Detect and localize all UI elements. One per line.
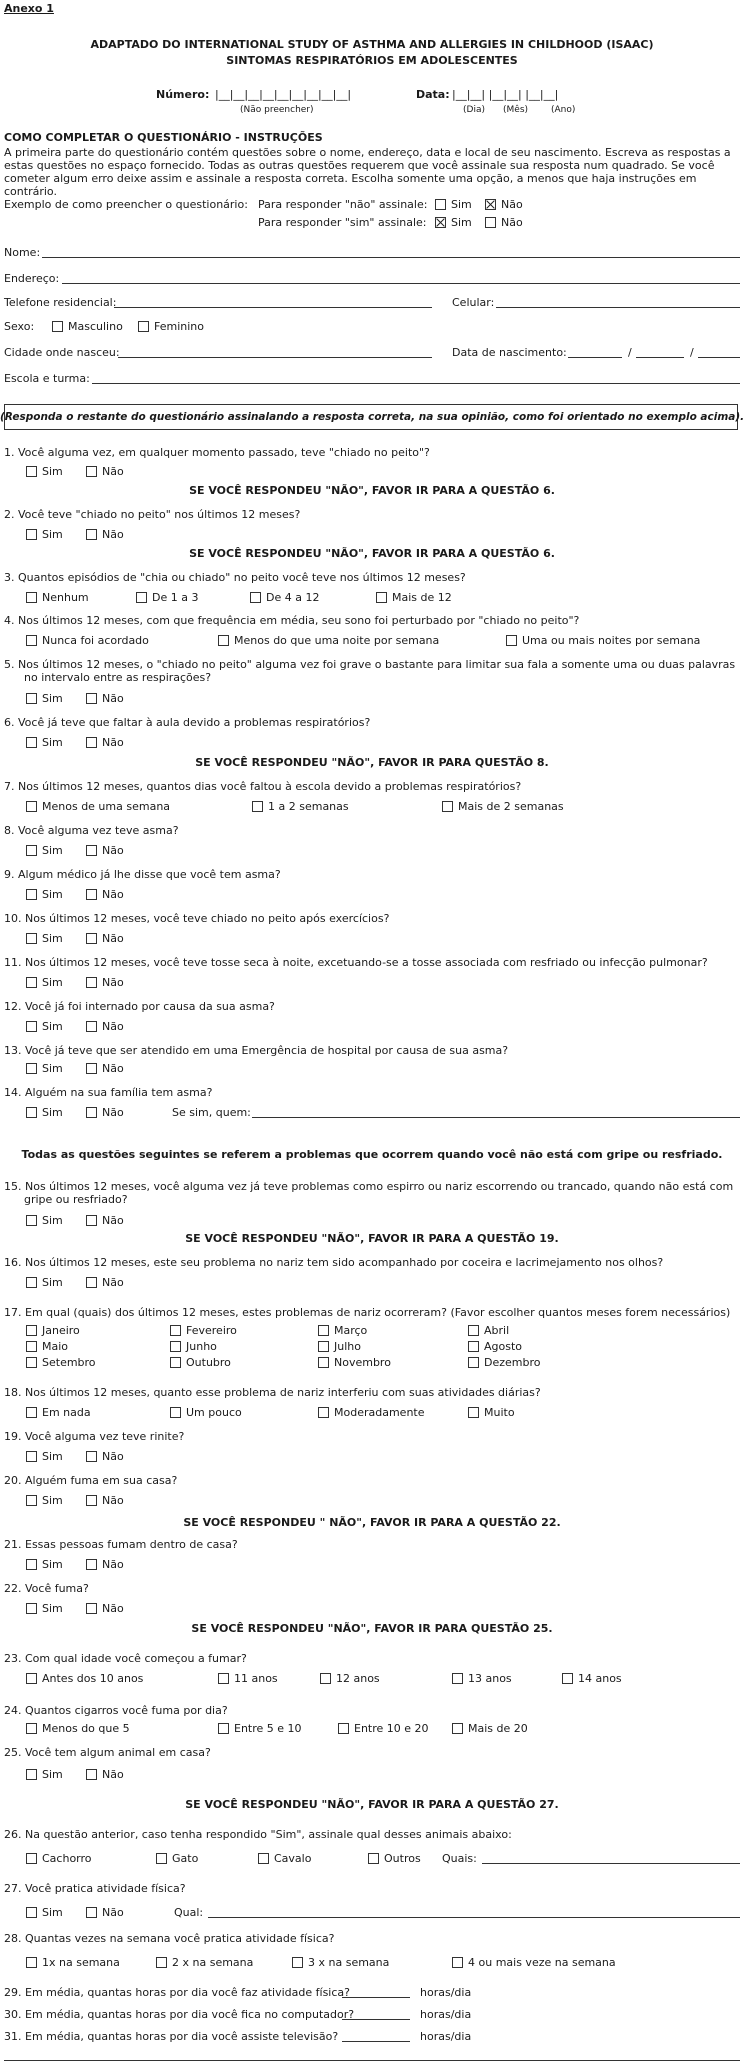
q10-sim[interactable]: Sim <box>26 932 63 945</box>
question-1: 1. Você alguma vez, em qualquer momento passado, teve "chiado no peito"? <box>4 446 430 459</box>
checkbox[interactable] <box>86 1769 97 1780</box>
q18-option[interactable]: Moderadamente <box>318 1406 425 1419</box>
month-option[interactable]: Maio <box>26 1340 68 1353</box>
escola-field[interactable] <box>92 383 740 384</box>
data-label: Data: <box>416 88 450 101</box>
q15-nao[interactable]: Não <box>86 1214 124 1227</box>
checkbox[interactable] <box>218 1723 229 1734</box>
checkbox[interactable] <box>86 466 97 477</box>
checkbox[interactable] <box>468 1357 479 1368</box>
q30-field[interactable] <box>342 2019 410 2020</box>
checkbox[interactable] <box>86 1277 97 1288</box>
q13-nao[interactable]: Não <box>86 1062 124 1075</box>
question-5: 5. Nos últimos 12 meses, o "chiado no peito" alguma vez foi grave o bastante para limitar sua fala a somente uma ou duas palavras no intervalo entre as respirações? <box>4 658 736 684</box>
endereco-label: Endereço: <box>4 272 60 285</box>
checkbox[interactable] <box>26 592 37 603</box>
q23-option[interactable]: 12 anos <box>320 1672 380 1685</box>
q21-nao[interactable]: Não <box>86 1558 124 1571</box>
checkbox[interactable] <box>156 1853 167 1864</box>
question-18: 18. Nos últimos 12 meses, quanto esse problema de nariz interferiu com suas atividades diárias? <box>4 1386 541 1399</box>
checkbox[interactable] <box>170 1325 181 1336</box>
checkbox[interactable] <box>26 845 37 856</box>
example-nao-label: Para responder "não" assinale: <box>258 198 428 211</box>
checkbox[interactable] <box>86 845 97 856</box>
question-17: 17. Em qual (quais) dos últimos 12 meses, estes problemas de nariz ocorreram? (Favor escolher quantos meses forem necessários) <box>4 1306 731 1319</box>
question-15: 15. Nos últimos 12 meses, você alguma vez já teve problemas como espirro ou nariz escorrendo ou trancado, quando não está com gripe ou resfriado? <box>4 1180 734 1206</box>
checkbox[interactable] <box>468 1341 479 1352</box>
checkbox[interactable] <box>136 592 147 603</box>
checkbox[interactable] <box>26 1907 37 1918</box>
q19-sim[interactable]: Sim <box>26 1450 63 1463</box>
checkbox[interactable] <box>26 1957 37 1968</box>
checkbox[interactable] <box>86 933 97 944</box>
q5-sim[interactable]: Sim <box>26 692 63 705</box>
skip-instruction: SE VOCÊ RESPONDEU "NÃO", FAVOR IR PARA QUESTÃO 8. <box>195 756 549 769</box>
endereco-field[interactable] <box>62 283 740 284</box>
checkbox[interactable] <box>86 1907 97 1918</box>
checkbox[interactable] <box>258 1853 269 1864</box>
question-11: 11. Nos últimos 12 meses, você teve tosse seca à noite, excetuando-se a tosse associada com resfriado ou infecção pulmonar? <box>4 956 708 969</box>
q31-unit: horas/dia <box>420 2030 472 2043</box>
checkbox[interactable] <box>170 1357 181 1368</box>
q27-nao[interactable]: Não <box>86 1906 124 1919</box>
month-option[interactable]: Novembro <box>318 1356 391 1369</box>
q24-option[interactable]: Entre 10 e 20 <box>338 1722 429 1735</box>
checkbox[interactable] <box>250 592 261 603</box>
mes-label: (Mês) <box>503 105 529 115</box>
instructions-title: COMO COMPLETAR O QUESTIONÁRIO - INSTRUÇÕES <box>4 131 323 144</box>
skip-instruction: SE VOCÊ RESPONDEU "NÃO", FAVOR IR PARA A QUESTÃO 6. <box>189 547 555 560</box>
q7-option[interactable]: Menos de uma semana <box>26 800 170 813</box>
questionnaire-page: Anexo 1 ADAPTADO DO INTERNATIONAL STUDY OF ASTHMA AND ALLERGIES IN CHILDHOOD (ISAAC) SINTOMAS RESPIRATÓRIOS EM ADOLESCENTES Número: |__|__|__|__|__|__|__|__|__| (Não preencher) Data: |__|__| |__|__| |__|__| (Dia) (Mês) (Ano) COMO COMPLETAR O QUESTIONÁRIO - INSTRUÇÕES A primeira parte do questionário contém questões sobre o nome, endereço, data e local de seu nascimento. Escreva as respostas a estas questões no espaço fornecido. Todas as outras questões requerem que você assinale sua resposta num quadrado. Se você cometer algum erro deixe assim e assinale a resposta correta. Escolha somente uma opção, a menos que haja instruções em contrário. Exemplo de como preencher o questionário: Para responder "não" assinale: Sim Não Para responder "sim" assinale: Sim Não Nome: Endereço: Telefone residencial: Celular: Sexo: Masculino Feminino Cidade onde nasceu: Data de nascimento: / / Escola e turma: (Responda o restante do questionário assinalando a resposta correta, na sua opinião, como foi orientado no exemplo acima). 1. Você alguma vez, em qualquer momento passado, teve "chiado no peito"? Sim Não SE VOCÊ RESPONDEU "NÃO", FAVOR IR PARA A QUESTÃO 6. 2. Você teve "chiado no peito" nos últimos 12 meses? Sim Não SE VOCÊ RESPONDEU "NÃO", FAVOR IR PARA A QUESTÃO 6. 3. Quantos episódios de "chia ou chiado" no peito você teve nos últimos 12 meses? Nenhum De 1 a 3 De 4 a 12 Mais de 12 4. Nos últimos 12 meses, com que frequência em média, seu sono foi perturbado por "chiado no peito"? Nunca foi acordado Menos do que uma noite por semana Uma ou mais noites por semana 5. Nos últimos 12 meses, o "chiado no peito" alguma vez foi grave o bastante para limitar sua fala a somente uma ou duas palavras no intervalo entre as respirações? Sim Não 6. Você já teve que faltar à aula devido a problemas respiratórios? Sim Não SE VOCÊ RESPONDEU "NÃO", FAVOR IR PARA QUESTÃO 8. 7. Nos últimos 12 meses, quantos dias você faltou à escola devido a problemas respiratórios? Menos de uma semana 1 a 2 semanas Mais de 2 semanas 8. Você alguma vez teve asma? Sim Não 9. Algum médico já lhe disse que você tem asma? Sim Não 10. Nos últimos 12 meses, você teve chiado no peito após exercícios? Sim Não 11. Nos últimos 12 meses, você teve tosse seca à noite, excetuando-se a tosse associada com resfriado ou infecção pulmonar? Sim Não 12. Você já foi internado por causa da sua asma? Sim Não 13. Você já teve que ser atendido em uma Emergência de hospital por causa de sua asma? Sim Não 14. Alguém na sua família tem asma? Sim Não Se sim, quem: Todas as questões seguintes se referem a problemas que ocorrem quando você não está com gripe ou resfriado. 15. Nos últimos 12 meses, você alguma vez já teve problemas como espirro ou nariz escorrendo ou trancado, quando não está com gripe ou resfriado? Sim Não SE VOCÊ RESPONDEU "NÃO", FAVOR IR PARA A QUESTÃO 19. 16. Nos últimos 12 meses, este seu problema no nariz tem sido acompanhado por coceira e lacrimejamento nos olhos? Sim Não 17. Em qual (quais) dos últimos 12 meses, estes problemas de nariz ocorreram? (Favor escolher quantos meses forem necessários) Janeiro Fevereiro Março Abril Maio Junho Julho Agosto Setembro Outubro Novembro Dezembro 18. Nos últimos 12 meses, quanto esse problema de nariz interferiu com suas atividades diárias? Em nada Um pouco Moderadamente Muito 19. Você alguma vez teve rinite? Sim Não 20. Alguém fuma em sua casa? Sim Não SE VOCÊ RESPONDEU " NÃO", FAVOR IR PARA A QUESTÃO 22. 21. Essas pessoas fumam dentro de casa? Sim Não 22. Você fuma? Sim Não SE VOCÊ RESPONDEU "NÃO", FAVOR IR PARA QUESTÃO 25. 23. Com qual idade você começou a fumar? Antes dos 10 anos 11 anos 12 anos 13 anos 14 anos 24. Quantos cigarros você fuma por dia? Menos do que 5 Entre 5 e 10 Entre 10 e 20 Mais de 20 25. Você tem algum animal em casa? Sim Não SE VOCÊ RESPONDEU "NÃO", FAVOR IR PARA A QUESTÃO 27. 26. Na questão anterior, caso tenha respondido "Sim", assinale qual desses animais abaixo: Cachorro Gato Cavalo Outros Quais: 27. Você pratica atividade física? Sim Não Qual: 28. Quantas vezes na semana você pratica atividade física? 1x na semana 2 x na semana 3 x na semana 4 ou mais veze na semana 29. Em média, quantas horas por dia você faz atividade física? horas/dia 30. Em média, quantas horas por dia você fica no computador? horas/dia 31. Em média, quantas horas por dia você assiste televisão? horas/dia <box>0 0 744 2067</box>
checkbox[interactable] <box>218 635 229 646</box>
q30-unit: horas/dia <box>420 2008 472 2021</box>
month-option[interactable]: Dezembro <box>468 1356 541 1369</box>
q6-sim[interactable]: Sim <box>26 736 63 749</box>
nascimento-mes-field[interactable] <box>636 357 684 358</box>
checkbox[interactable] <box>506 635 517 646</box>
checkbox[interactable] <box>26 889 37 900</box>
bottom-rule <box>4 2060 740 2061</box>
title-2: SINTOMAS RESPIRATÓRIOS EM ADOLESCENTES <box>226 54 518 67</box>
question-25: 25. Você tem algum animal em casa? <box>4 1746 211 1759</box>
checkbox[interactable] <box>452 1673 463 1684</box>
title-1: ADAPTADO DO INTERNATIONAL STUDY OF ASTHMA AND ALLERGIES IN CHILDHOOD (ISAAC) <box>90 38 654 51</box>
masculino-option[interactable]: Masculino <box>52 320 123 333</box>
q14-sim[interactable]: Sim <box>26 1106 63 1119</box>
month-option[interactable]: Outubro <box>170 1356 231 1369</box>
q2-nao[interactable]: Não <box>86 528 124 541</box>
checkbox[interactable] <box>218 1673 229 1684</box>
q20-sim[interactable]: Sim <box>26 1494 63 1507</box>
q21-sim[interactable]: Sim <box>26 1558 63 1571</box>
checkbox[interactable] <box>368 1853 379 1864</box>
q23-option[interactable]: 13 anos <box>452 1672 512 1685</box>
skip-instruction: SE VOCÊ RESPONDEU "NÃO", FAVOR IR PARA A QUESTÃO 6. <box>189 484 555 497</box>
celular-field[interactable] <box>496 307 740 308</box>
checkbox[interactable] <box>26 1673 37 1684</box>
checkbox[interactable] <box>52 321 63 332</box>
q18-option[interactable]: Um pouco <box>170 1406 242 1419</box>
checkbox[interactable] <box>562 1673 573 1684</box>
checkbox[interactable] <box>156 1957 167 1968</box>
checkbox[interactable] <box>292 1957 303 1968</box>
telefone-field[interactable] <box>114 307 432 308</box>
checkbox <box>435 199 446 210</box>
q22-nao[interactable]: Não <box>86 1602 124 1615</box>
question-12: 12. Você já foi internado por causa da sua asma? <box>4 1000 275 1013</box>
q26-option[interactable]: Outros <box>368 1852 421 1865</box>
cidade-field[interactable] <box>118 357 432 358</box>
question-13: 13. Você já teve que ser atendido em uma Emergência de hospital por causa de sua asma? <box>4 1044 509 1057</box>
checkbox[interactable] <box>26 1723 37 1734</box>
q4-option[interactable]: Nunca foi acordado <box>26 634 149 647</box>
feminino-option[interactable]: Feminino <box>138 320 204 333</box>
q14-who-field[interactable] <box>252 1117 740 1118</box>
instructions-text: A primeira parte do questionário contém questões sobre o nome, endereço, data e local de seu nascimento. Escreva as respostas a estas questões no espaço fornecido. Todas as outras questões requerem que você assinale sua resposta num quadrado. Se você cometer algum erro deixe assim e assinale a resposta correta. Escolha somente uma opção, a menos que haja instruções em contrário. <box>4 146 731 198</box>
example-sim-nao-option: Não <box>485 216 523 229</box>
checkbox[interactable] <box>86 1451 97 1462</box>
checkbox[interactable] <box>86 737 97 748</box>
question-24: 24. Quantos cigarros você fuma por dia? <box>4 1704 228 1717</box>
escola-label: Escola e turma: <box>4 372 90 385</box>
example-nao-nao-option: Não <box>485 198 523 211</box>
q8-sim[interactable]: Sim <box>26 844 63 857</box>
question-21: 21. Essas pessoas fumam dentro de casa? <box>4 1538 238 1551</box>
checkbox[interactable] <box>468 1325 479 1336</box>
nome-label: Nome: <box>4 246 41 259</box>
question-23: 23. Com qual idade você começou a fumar? <box>4 1652 247 1665</box>
checkbox[interactable] <box>452 1723 463 1734</box>
q28-option[interactable]: 3 x na semana <box>292 1956 389 1969</box>
checkbox[interactable] <box>252 801 263 812</box>
checkbox[interactable] <box>86 529 97 540</box>
q10-nao[interactable]: Não <box>86 932 124 945</box>
example-label: Exemplo de como preencher o questionário: <box>4 198 248 211</box>
skip-instruction: SE VOCÊ RESPONDEU " NÃO", FAVOR IR PARA A QUESTÃO 22. <box>183 1516 561 1529</box>
q11-sim[interactable]: Sim <box>26 976 63 989</box>
example-sim-label: Para responder "sim" assinale: <box>258 216 427 229</box>
checkbox[interactable] <box>318 1357 329 1368</box>
checkbox[interactable] <box>86 1107 97 1118</box>
checkbox[interactable] <box>26 1277 37 1288</box>
checkbox[interactable] <box>86 1559 97 1570</box>
q24-option[interactable]: Menos do que 5 <box>26 1722 130 1735</box>
checkbox[interactable] <box>26 1325 37 1336</box>
checkbox[interactable] <box>318 1341 329 1352</box>
dia-label: (Dia) <box>463 105 485 115</box>
note-text: (Responda o restante do questionário assinalando a resposta correta, na sua opinião, como foi orientado no exemplo acima). <box>0 411 744 423</box>
cidade-label: Cidade onde nasceu: <box>4 346 120 359</box>
month-option[interactable]: Fevereiro <box>170 1324 237 1337</box>
data-boxes[interactable]: |__|__| |__|__| |__|__| <box>452 88 559 101</box>
skip-instruction: SE VOCÊ RESPONDEU "NÃO", FAVOR IR PARA QUESTÃO 25. <box>191 1622 553 1635</box>
checkbox[interactable] <box>26 1357 37 1368</box>
q28-option[interactable]: 1x na semana <box>26 1956 120 1969</box>
checkbox[interactable] <box>86 693 97 704</box>
checkbox[interactable] <box>26 1107 37 1118</box>
q12-sim[interactable]: Sim <box>26 1020 63 1033</box>
month-option[interactable]: Setembro <box>26 1356 96 1369</box>
question-20: 20. Alguém fuma em sua casa? <box>4 1474 178 1487</box>
checkbox[interactable] <box>26 737 37 748</box>
q12-nao[interactable]: Não <box>86 1020 124 1033</box>
checkbox[interactable] <box>26 1341 37 1352</box>
question-8: 8. Você alguma vez teve asma? <box>4 824 179 837</box>
month-option[interactable]: Abril <box>468 1324 509 1337</box>
q19-nao[interactable]: Não <box>86 1450 124 1463</box>
nascimento-dia-field[interactable] <box>568 357 622 358</box>
ano-label: (Ano) <box>551 105 576 115</box>
checkbox[interactable] <box>26 1495 37 1506</box>
q20-nao[interactable]: Não <box>86 1494 124 1507</box>
example-sim-sim-option: Sim <box>435 216 472 229</box>
question-30: 30. Em média, quantas horas por dia você fica no computador? <box>4 2008 355 2021</box>
q24-option[interactable]: Entre 5 e 10 <box>218 1722 302 1735</box>
q29-unit: horas/dia <box>420 1986 472 1999</box>
q7-option[interactable]: 1 a 2 semanas <box>252 800 349 813</box>
checkbox[interactable] <box>318 1325 329 1336</box>
q28-option[interactable]: 2 x na semana <box>156 1956 253 1969</box>
month-option[interactable]: Agosto <box>468 1340 522 1353</box>
question-22: 22. Você fuma? <box>4 1582 89 1595</box>
checkbox[interactable] <box>338 1723 349 1734</box>
q3-option[interactable]: De 1 a 3 <box>136 591 198 604</box>
q16-sim[interactable]: Sim <box>26 1276 63 1289</box>
question-16: 16. Nos últimos 12 meses, este seu problema no nariz tem sido acompanhado por coceira e lacrimejamento nos olhos? <box>4 1256 664 1269</box>
example-nao-sim-option: Sim <box>435 198 472 211</box>
checkbox[interactable] <box>86 1021 97 1032</box>
q26-quais-label: Quais: <box>442 1852 477 1865</box>
q23-option[interactable]: 14 anos <box>562 1672 622 1685</box>
checkbox[interactable] <box>170 1341 181 1352</box>
checkbox <box>485 217 496 228</box>
q26-option[interactable]: Cachorro <box>26 1852 92 1865</box>
checked-checkbox <box>485 199 496 210</box>
checkbox[interactable] <box>26 1063 37 1074</box>
checkbox[interactable] <box>26 693 37 704</box>
month-option[interactable]: Junho <box>170 1340 217 1353</box>
checkbox[interactable] <box>26 1853 37 1864</box>
q27-qual-label: Qual: <box>174 1906 204 1919</box>
question-10: 10. Nos últimos 12 meses, você teve chiado no peito após exercícios? <box>4 912 390 925</box>
q28-option[interactable]: 4 ou mais veze na semana <box>452 1956 616 1969</box>
question-2: 2. Você teve "chiado no peito" nos últimos 12 meses? <box>4 508 301 521</box>
telefone-label: Telefone residencial: <box>4 296 117 309</box>
month-option[interactable]: Julho <box>318 1340 361 1353</box>
question-6: 6. Você já teve que faltar à aula devido a problemas respiratórios? <box>4 716 371 729</box>
celular-label: Celular: <box>452 296 495 309</box>
q26-quais-field[interactable] <box>482 1863 740 1864</box>
checkbox[interactable] <box>452 1957 463 1968</box>
checkbox[interactable] <box>26 933 37 944</box>
checked-checkbox <box>435 217 446 228</box>
checkbox[interactable] <box>26 977 37 988</box>
q7-option[interactable]: Mais de 2 semanas <box>442 800 564 813</box>
q15-sim[interactable]: Sim <box>26 1214 63 1227</box>
q24-option[interactable]: Mais de 20 <box>452 1722 528 1735</box>
q25-nao[interactable]: Não <box>86 1768 124 1781</box>
checkbox[interactable] <box>26 1559 37 1570</box>
checkbox[interactable] <box>26 1021 37 1032</box>
question-26: 26. Na questão anterior, caso tenha respondido "Sim", assinale qual desses animais abaixo: <box>4 1828 512 1841</box>
q14-nao[interactable]: Não <box>86 1106 124 1119</box>
checkbox[interactable] <box>86 977 97 988</box>
nome-field[interactable] <box>42 257 740 258</box>
q9-sim[interactable]: Sim <box>26 888 63 901</box>
q3-option[interactable]: Nenhum <box>26 591 89 604</box>
question-28: 28. Quantas vezes na semana você pratica atividade física? <box>4 1932 335 1945</box>
question-19: 19. Você alguma vez teve rinite? <box>4 1430 185 1443</box>
q6-nao[interactable]: Não <box>86 736 124 749</box>
month-option[interactable]: Março <box>318 1324 367 1337</box>
checkbox[interactable] <box>26 1769 37 1780</box>
q11-nao[interactable]: Não <box>86 976 124 989</box>
checkbox[interactable] <box>442 801 453 812</box>
q14-who-label: Se sim, quem: <box>172 1106 251 1119</box>
question-3: 3. Quantos episódios de "chia ou chiado" no peito você teve nos últimos 12 meses? <box>4 571 466 584</box>
checkbox[interactable] <box>468 1407 479 1418</box>
q3-option[interactable]: De 4 a 12 <box>250 591 319 604</box>
sexo-label: Sexo: <box>4 320 35 333</box>
section-note: Todas as questões seguintes se referem a problemas que ocorrem quando você não está com gripe ou resfriado. <box>21 1148 723 1161</box>
q1-sim[interactable]: Sim <box>26 465 63 478</box>
q1-nao[interactable]: Não <box>86 465 124 478</box>
checkbox[interactable] <box>26 466 37 477</box>
checkbox[interactable] <box>86 1603 97 1614</box>
checkbox[interactable] <box>86 1495 97 1506</box>
q29-field[interactable] <box>342 1997 410 1998</box>
skip-instruction: SE VOCÊ RESPONDEU "NÃO", FAVOR IR PARA A QUESTÃO 19. <box>185 1232 559 1245</box>
q13-sim[interactable]: Sim <box>26 1062 63 1075</box>
checkbox[interactable] <box>26 529 37 540</box>
q9-nao[interactable]: Não <box>86 888 124 901</box>
checkbox[interactable] <box>26 801 37 812</box>
q16-nao[interactable]: Não <box>86 1276 124 1289</box>
q26-option[interactable]: Gato <box>156 1852 198 1865</box>
q8-nao[interactable]: Não <box>86 844 124 857</box>
checkbox[interactable] <box>170 1407 181 1418</box>
skip-instruction: SE VOCÊ RESPONDEU "NÃO", FAVOR IR PARA A QUESTÃO 27. <box>185 1798 559 1811</box>
checkbox[interactable] <box>138 321 149 332</box>
checkbox[interactable] <box>26 1407 37 1418</box>
q27-sim[interactable]: Sim <box>26 1906 63 1919</box>
checkbox[interactable] <box>26 1451 37 1462</box>
q4-option[interactable]: Menos do que uma noite por semana <box>218 634 439 647</box>
q27-qual-field[interactable] <box>208 1917 740 1918</box>
checkbox[interactable] <box>86 1063 97 1074</box>
checkbox[interactable] <box>86 889 97 900</box>
q31-field[interactable] <box>342 2041 410 2042</box>
q25-sim[interactable]: Sim <box>26 1768 63 1781</box>
q18-option[interactable]: Em nada <box>26 1406 91 1419</box>
month-option[interactable]: Janeiro <box>26 1324 80 1337</box>
nascimento-ano-field[interactable] <box>698 357 740 358</box>
checkbox[interactable] <box>86 1215 97 1226</box>
question-4: 4. Nos últimos 12 meses, com que frequência em média, seu sono foi perturbado por "chiado no peito"? <box>4 614 580 627</box>
q26-option[interactable]: Cavalo <box>258 1852 311 1865</box>
checkbox[interactable] <box>26 1603 37 1614</box>
question-14: 14. Alguém na sua família tem asma? <box>4 1086 213 1099</box>
numero-label: Número: <box>156 88 210 101</box>
q3-option[interactable]: Mais de 12 <box>376 591 452 604</box>
question-27: 27. Você pratica atividade física? <box>4 1882 186 1895</box>
nascimento-label: Data de nascimento: <box>452 346 567 359</box>
annex-label: Anexo 1 <box>4 2 54 15</box>
checkbox[interactable] <box>26 635 37 646</box>
checkbox[interactable] <box>376 592 387 603</box>
q4-option[interactable]: Uma ou mais noites por semana <box>506 634 700 647</box>
q18-option[interactable]: Muito <box>468 1406 515 1419</box>
checkbox[interactable] <box>26 1215 37 1226</box>
q5-nao[interactable]: Não <box>86 692 124 705</box>
checkbox[interactable] <box>320 1673 331 1684</box>
question-9: 9. Algum médico já lhe disse que você tem asma? <box>4 868 281 881</box>
numero-note: (Não preencher) <box>240 105 314 115</box>
q22-sim[interactable]: Sim <box>26 1602 63 1615</box>
q2-sim[interactable]: Sim <box>26 528 63 541</box>
question-7: 7. Nos últimos 12 meses, quantos dias você faltou à escola devido a problemas respiratórios? <box>4 780 522 793</box>
q23-option[interactable]: Antes dos 10 anos <box>26 1672 143 1685</box>
checkbox[interactable] <box>318 1407 329 1418</box>
question-31: 31. Em média, quantas horas por dia você assiste televisão? <box>4 2030 339 2043</box>
question-29: 29. Em média, quantas horas por dia você faz atividade física? <box>4 1986 350 1999</box>
numero-boxes[interactable]: |__|__|__|__|__|__|__|__|__| <box>215 88 352 101</box>
q23-option[interactable]: 11 anos <box>218 1672 278 1685</box>
